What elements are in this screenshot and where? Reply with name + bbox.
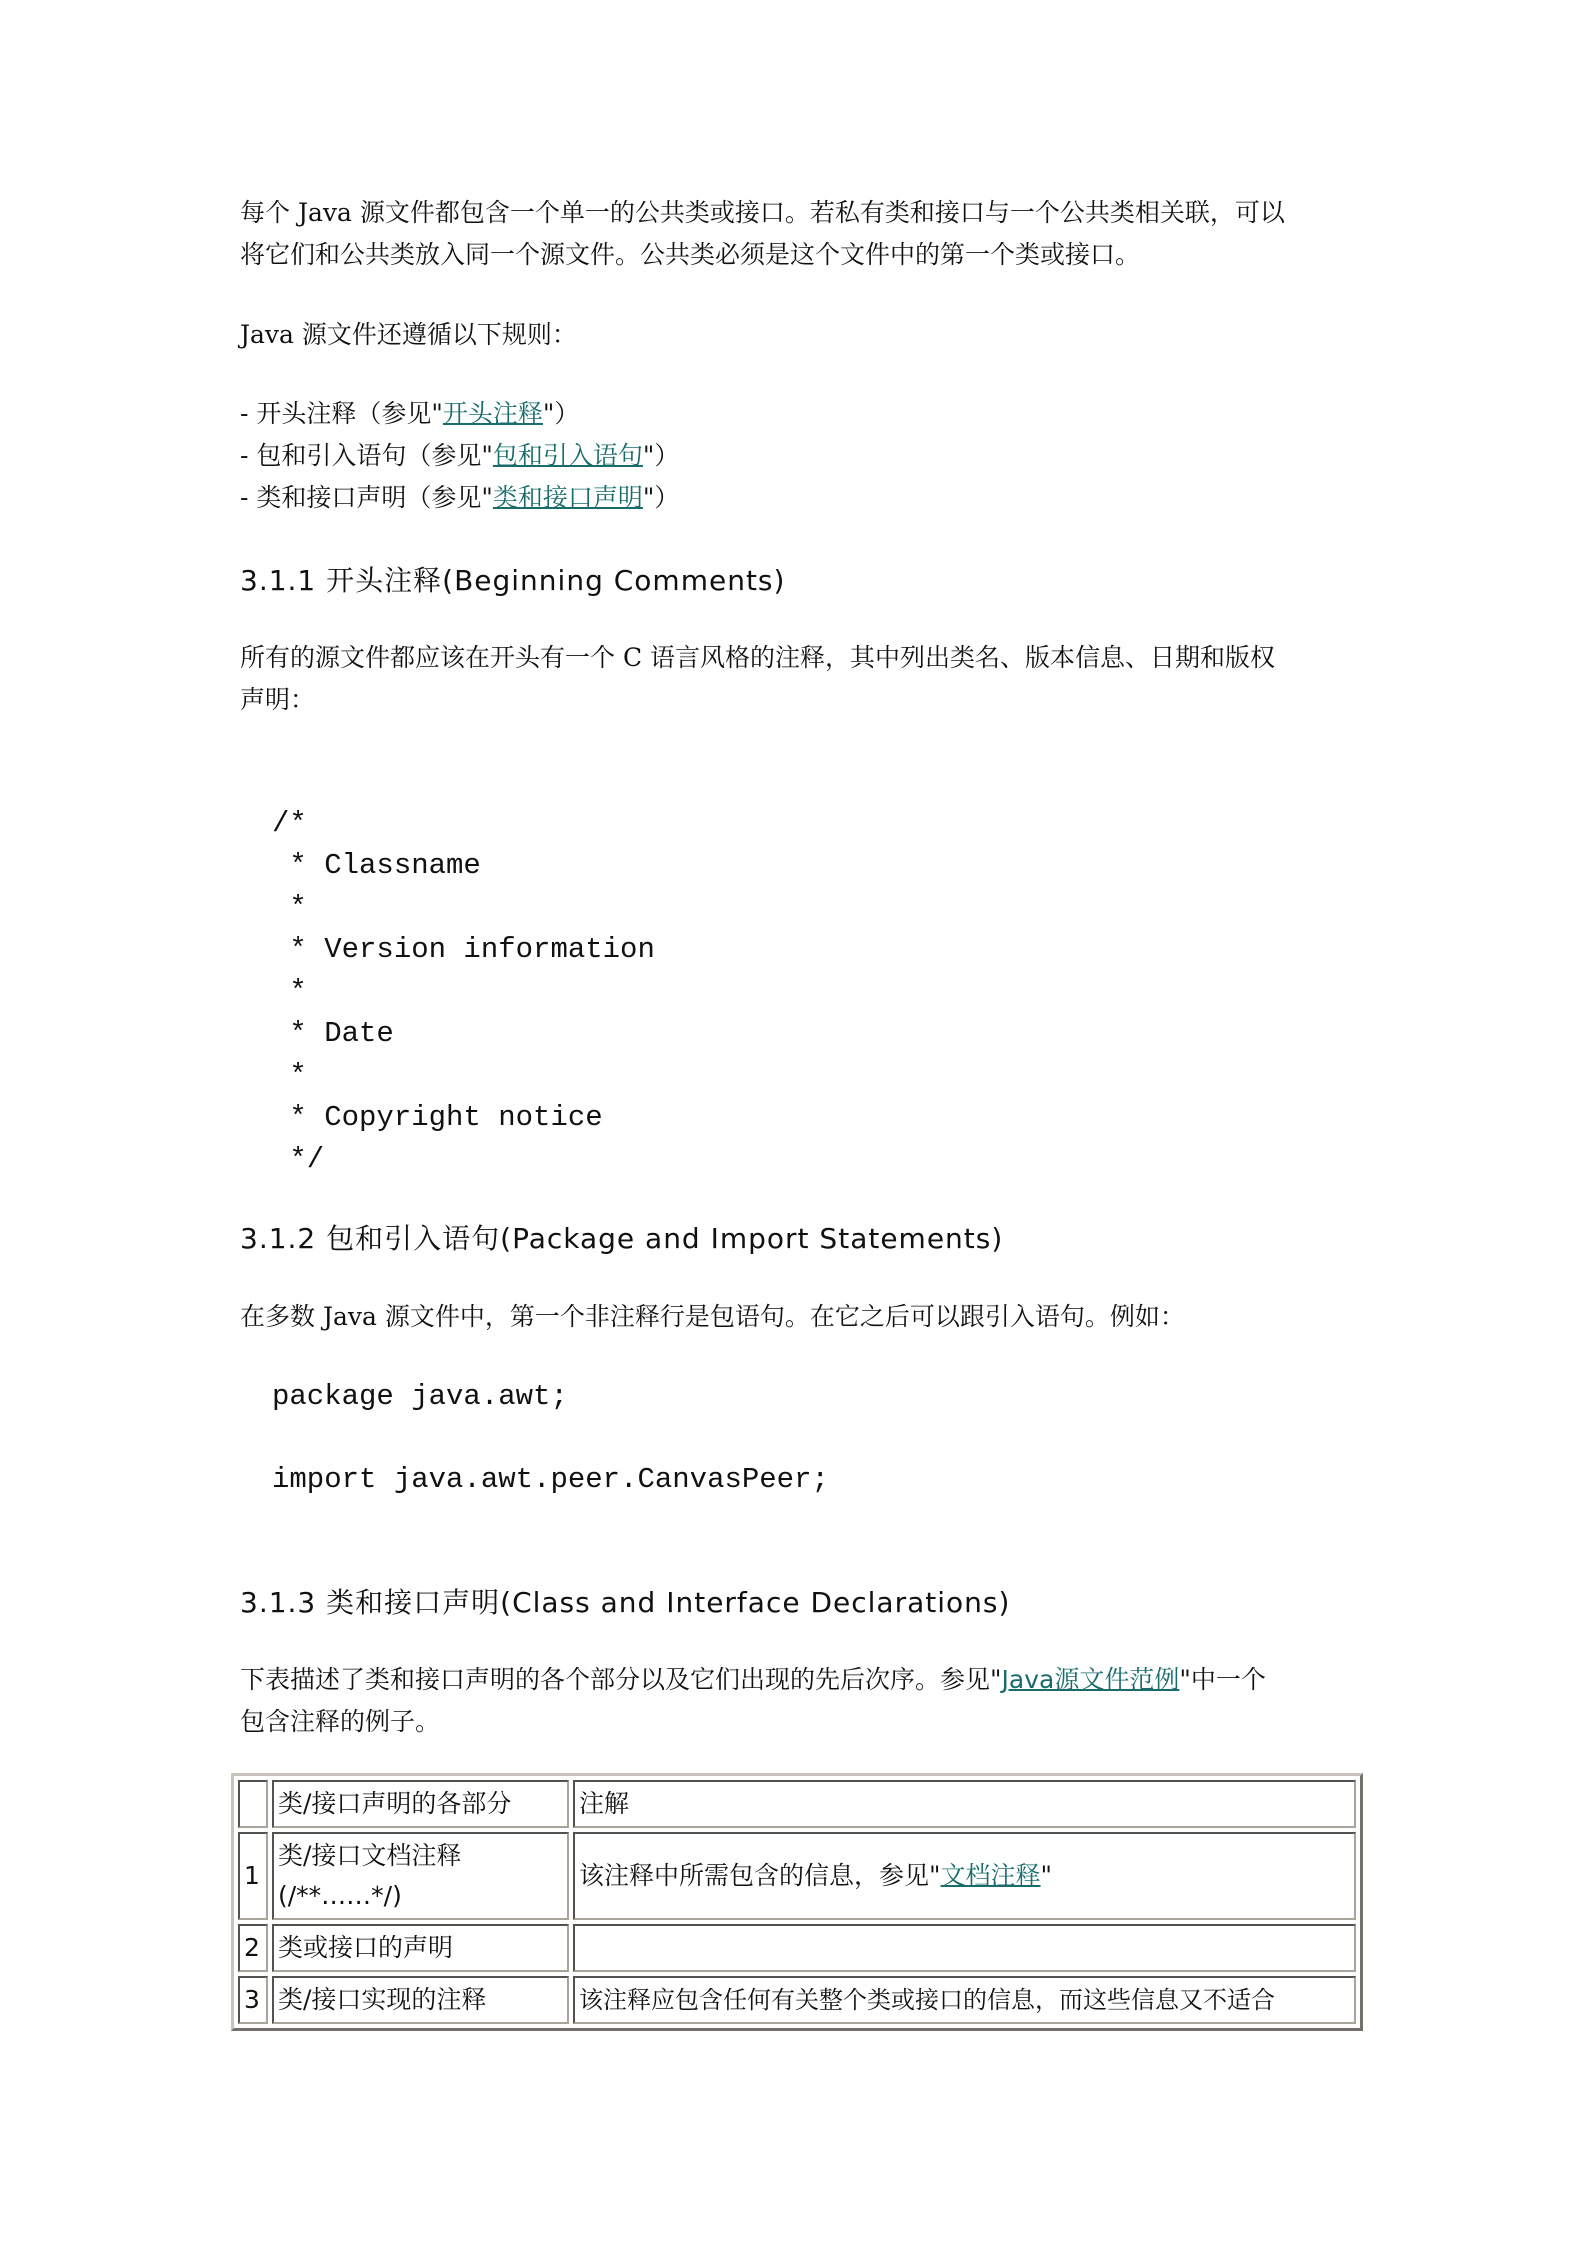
link-class-interface[interactable]: 类和接口声明 (492, 483, 643, 512)
header-cell-index (238, 1780, 268, 1828)
rule-suffix: "） (642, 483, 680, 512)
rule-suffix: "） (642, 441, 680, 470)
rule-item (240, 477, 679, 519)
declaration-parts-table (231, 1773, 1363, 2031)
section-heading-3-1-2: 3.1.2 包和引入语句(Package and Import Statements) (240, 1222, 1004, 1255)
code-line: * Version information (272, 933, 655, 966)
row-number: 1 (238, 1832, 268, 1920)
row-part (272, 1832, 569, 1920)
rule-item (240, 393, 579, 435)
link-java-source-example[interactable]: Java源文件范例 (1001, 1665, 1180, 1694)
link-doc-comments[interactable]: 文档注释 (940, 1861, 1041, 1890)
section-heading-3-1-3: 3.1.3 类和接口声明(Class and Interface Declarations) (240, 1586, 1011, 1619)
table-header-row (238, 1780, 1356, 1828)
section-311-paragraph-line2: 声明： (240, 685, 316, 714)
section-heading-3-1-1: 3.1.1 开头注释(Beginning Comments) (240, 564, 786, 597)
header-cell-notes: 注解 (573, 1780, 1356, 1828)
row-note: 该注释应包含任何有关整个类或接口的信息，而这些信息又不适合 (573, 1976, 1356, 2024)
table-row (238, 1924, 1356, 1972)
part-line: (/**……*/) (278, 1881, 402, 1910)
row-note (573, 1832, 1356, 1920)
paragraph-text: "中一个 (1179, 1665, 1266, 1694)
section-313-paragraph-line1 (240, 1659, 1266, 1701)
code-block-header-comment (272, 761, 655, 1223)
rules-intro: Java 源文件还遵循以下规则： (240, 320, 577, 349)
rule-text: - 类和接口声明（参见" (240, 483, 493, 512)
rule-text: - 开头注释（参见" (240, 399, 443, 428)
code-line: * (272, 975, 307, 1008)
row-number: 3 (238, 1976, 268, 2024)
part-line: 类/接口文档注释 (278, 1841, 462, 1870)
link-beginning-comments[interactable]: 开头注释 (442, 399, 543, 428)
rule-item (240, 435, 679, 477)
rule-suffix: "） (542, 399, 580, 428)
code-line: * (272, 1059, 307, 1092)
code-line-import: import java.awt.peer.CanvasPeer; (272, 1463, 829, 1496)
row-part: 类/接口实现的注释 (272, 1976, 569, 2024)
code-line: * Classname (272, 849, 481, 882)
section-313-paragraph-line2: 包含注释的例子。 (240, 1707, 441, 1736)
code-line: * Copyright notice (272, 1101, 603, 1134)
code-line: /* (272, 807, 307, 840)
intro-paragraph-line2: 将它们和公共类放入同一个源文件。公共类必须是这个文件中的第一个类或接口。 (240, 240, 1141, 269)
row-note (573, 1924, 1356, 1972)
paragraph-text: 下表描述了类和接口声明的各个部分以及它们出现的先后次序。参见" (240, 1665, 1002, 1694)
code-line: * Date (272, 1017, 394, 1050)
section-312-paragraph: 在多数 Java 源文件中，第一个非注释行是包语句。在它之后可以跟引入语句。例如： (240, 1302, 1185, 1331)
link-package-import[interactable]: 包和引入语句 (492, 441, 643, 470)
code-line: * (272, 891, 307, 924)
section-311-paragraph-line1: 所有的源文件都应该在开头有一个 C 语言风格的注释，其中列出类名、版本信息、日期和版权 (240, 643, 1276, 672)
table-row (238, 1832, 1356, 1920)
row-number: 2 (238, 1924, 268, 1972)
row-part: 类或接口的声明 (272, 1924, 569, 1972)
header-cell-parts: 类/接口声明的各部分 (272, 1780, 569, 1828)
code-line-package: package java.awt; (272, 1380, 568, 1413)
note-text: 该注释中所需包含的信息，参见" (579, 1861, 941, 1890)
rule-text: - 包和引入语句（参见" (240, 441, 493, 470)
code-line: */ (272, 1143, 325, 1176)
note-text: " (1040, 1861, 1053, 1890)
table-row (238, 1976, 1356, 2024)
intro-paragraph-line1: 每个 Java 源文件都包含一个单一的公共类或接口。若私有类和接口与一个公共类相关联，可以 (240, 198, 1285, 227)
